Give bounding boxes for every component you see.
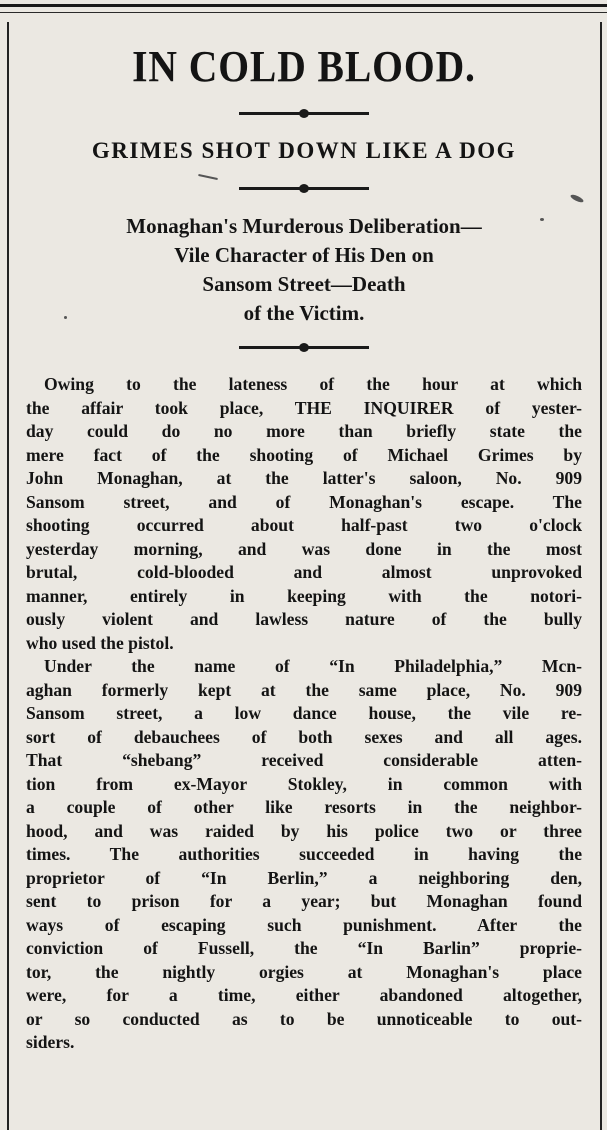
ornamental-divider — [239, 187, 369, 190]
text-line: aghan formerly kept at the same place, No. 909 — [26, 679, 582, 700]
text-line: That “shebang” received considerable atten- — [26, 750, 582, 770]
text-line: were, for a time, either abandoned altogether, — [26, 985, 582, 1005]
text-line: siders. — [26, 1032, 75, 1052]
article-paragraph — [26, 655, 582, 1055]
ornamental-divider — [239, 112, 369, 115]
article-body — [26, 373, 582, 1055]
text-line: hood, and was raided by his police two or three — [26, 820, 582, 841]
text-line: sort of debauchees of both sexes and all ages. — [26, 726, 582, 747]
top-border-rule — [0, 4, 607, 7]
text-line: Owing to the lateness of the hour at which — [44, 374, 582, 394]
text-line: Sansom street, a low dance house, the vile re- — [26, 703, 582, 723]
deck-secondary — [26, 212, 582, 328]
text-line: the affair took place, THE INQUIRER of yester- — [26, 397, 582, 418]
text-line: tion from ex-Mayor Stokley, in common with — [26, 773, 582, 794]
text-line: yesterday morning, and was done in the most — [26, 538, 582, 559]
text-line: who used the pistol. — [26, 632, 174, 653]
text-line: shooting occurred about half-past two o'clock — [26, 515, 582, 535]
deck-primary: GRIMES SHOT DOWN LIKE A DOG — [91, 138, 517, 163]
text-line: mere fact of the shooting of Michael Grimes by — [26, 444, 582, 465]
text-line: or so conducted as to be unnoticeable to out- — [26, 1008, 582, 1029]
top-border-rule-thin — [0, 12, 607, 13]
print-speck — [64, 316, 67, 319]
text-line: day could do no more than briefly state the — [26, 421, 582, 441]
right-column-rule — [600, 22, 602, 1130]
deck-secondary-line: Vile Character of His Den on — [174, 243, 434, 267]
article-column — [26, 28, 582, 1055]
deck-secondary-line: Sansom Street—Death — [202, 272, 406, 296]
text-line: manner, entirely in keeping with the notori- — [26, 585, 582, 606]
ornamental-divider — [239, 346, 369, 349]
text-line: John Monaghan, at the latter's saloon, No. 909 — [26, 468, 582, 488]
text-line: conviction of Fussell, the “In Barlin” proprie- — [26, 938, 582, 958]
text-line: brutal, cold-blooded and almost unprovoked — [26, 562, 582, 582]
text-line: ways of escaping such punishment. After the — [26, 914, 582, 935]
left-column-rule — [7, 22, 9, 1130]
text-line: tor, the nightly orgies at Monaghan's place — [26, 961, 582, 982]
headline: IN COLD BLOOD. — [132, 42, 476, 91]
text-line: times. The authorities succeeded in having the — [26, 844, 582, 864]
text-line: proprietor of “In Berlin,” a neighboring den, — [26, 867, 582, 888]
text-line: sent to prison for a year; but Monaghan found — [26, 891, 582, 911]
text-line: Under the name of “In Philadelphia,” Mcn- — [44, 656, 582, 676]
text-line: Sansom street, and of Monaghan's escape. The — [26, 491, 582, 512]
deck-secondary-line: of the Victim. — [243, 301, 365, 325]
deck-secondary-line: Monaghan's Murderous Deliberation— — [126, 214, 482, 238]
print-speck — [540, 218, 544, 221]
article-paragraph — [26, 373, 582, 655]
text-line: ously violent and lawless nature of the bully — [26, 609, 582, 629]
text-line: a couple of other like resorts in the neighbor- — [26, 797, 582, 817]
